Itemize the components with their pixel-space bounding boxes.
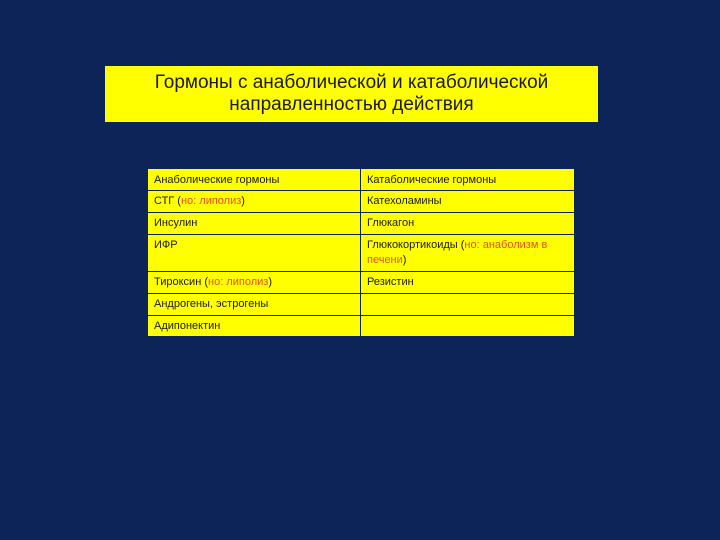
cell-text: ИФР [154, 239, 178, 251]
cell-note: но: липолиз [208, 276, 269, 288]
title-box [105, 66, 598, 122]
cell-suffix: ) [402, 254, 407, 266]
table-row [148, 235, 575, 272]
table-row [148, 213, 575, 235]
hormones-table [147, 168, 575, 337]
cell-text: Катехоламины [367, 195, 442, 207]
cell-text: Андрогены, эстрогены [154, 298, 269, 310]
catabolic-cell [361, 191, 575, 213]
catabolic-cell [361, 272, 575, 294]
cell-text: Инсулин [154, 217, 198, 229]
cell-text: Глюкокортикоиды ( [367, 239, 465, 251]
catabolic-cell [361, 235, 575, 272]
table-row [148, 191, 575, 213]
cell-suffix: ) [241, 195, 245, 207]
anabolic-cell [148, 213, 361, 235]
header-anabolic: Анаболические гормоны [148, 169, 361, 191]
anabolic-cell [148, 191, 361, 213]
cell-note: но: анаболизм в печени [367, 239, 548, 266]
table-row [148, 272, 575, 294]
anabolic-cell [148, 294, 361, 316]
cell-text: Адипонектин [154, 320, 221, 332]
cell-text: Резистин [367, 276, 414, 288]
cell-text: СТГ ( [154, 195, 181, 207]
cell-text: Тироксин ( [154, 276, 208, 288]
anabolic-cell [148, 272, 361, 294]
catabolic-cell [361, 294, 575, 316]
title-line-2: направленностью действия [229, 94, 474, 115]
catabolic-cell [361, 213, 575, 235]
cell-suffix: ) [268, 276, 272, 288]
header-catabolic: Катаболические гормоны [361, 169, 575, 191]
cell-text: Глюкагон [367, 217, 415, 229]
cell-note: но: липолиз [180, 195, 242, 207]
title-line-1: Гормоны с анаболической и катаболической [154, 72, 549, 93]
table-header-row [148, 169, 575, 191]
catabolic-cell [361, 316, 575, 337]
table-row [148, 294, 575, 316]
anabolic-cell [148, 235, 361, 272]
anabolic-cell [148, 316, 361, 337]
table-row [148, 316, 575, 337]
